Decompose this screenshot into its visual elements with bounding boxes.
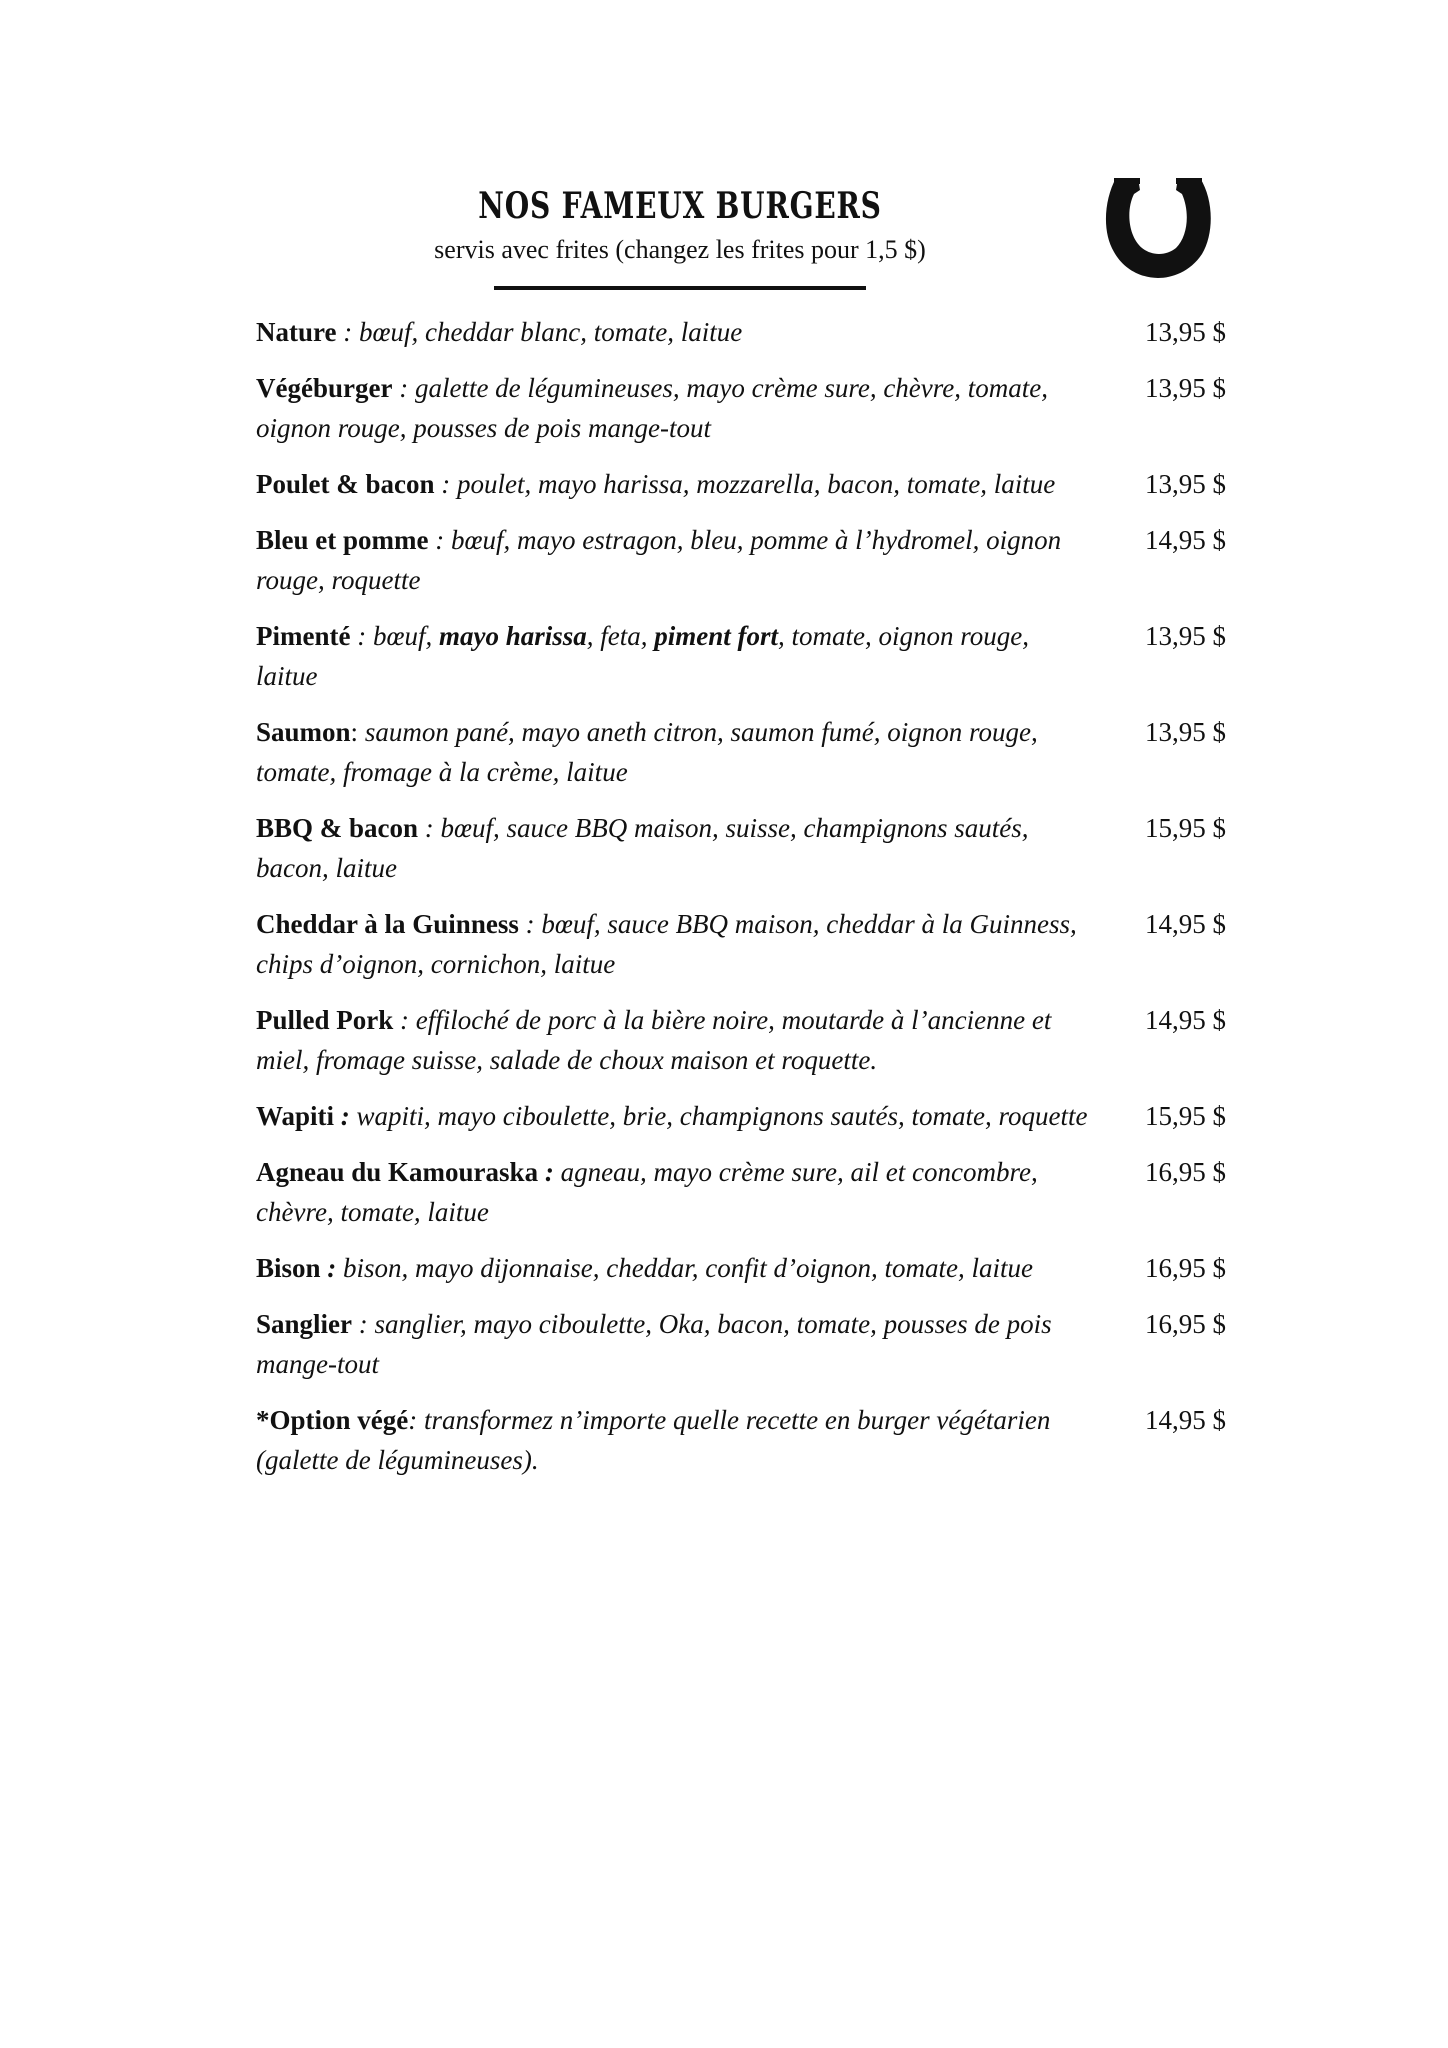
menu-item-name: Wapiti bbox=[256, 1101, 335, 1131]
menu-item bbox=[256, 1400, 1226, 1480]
menu-item-separator: : bbox=[434, 469, 457, 499]
highlighted-ingredient: mayo harissa bbox=[438, 621, 587, 651]
menu-item bbox=[256, 808, 1226, 888]
menu-item-description bbox=[256, 1096, 1096, 1136]
menu-item-separator: : bbox=[350, 621, 373, 651]
menu-item-ingredients: saumon pané, mayo aneth citron, saumon fumé, oignon rouge, tomate, fromage à la crème, laitue bbox=[256, 717, 1038, 787]
menu-item-description bbox=[256, 368, 1096, 448]
menu-item-name: BBQ & bacon bbox=[256, 813, 419, 843]
title-divider bbox=[494, 286, 866, 290]
menu-item bbox=[256, 1248, 1226, 1288]
ingredient-text: , tomate, oignon rouge, laitue bbox=[256, 621, 1030, 691]
menu-item-ingredients: bœuf, mayo estragon, bleu, pomme à l’hydromel, oignon rouge, roquette bbox=[256, 525, 1062, 595]
menu-item-description bbox=[256, 1000, 1096, 1080]
menu-item-description bbox=[256, 520, 1096, 600]
burger-menu-list bbox=[256, 312, 1226, 1496]
page-subtitle: servis avec frites (changez les frites pour 1,5 $) bbox=[434, 235, 926, 264]
menu-item-ingredients: bœuf, cheddar blanc, tomate, laitue bbox=[359, 317, 743, 347]
menu-item-separator: : bbox=[518, 909, 542, 939]
menu-item-description bbox=[256, 464, 1096, 504]
menu-item-separator: : bbox=[352, 1309, 375, 1339]
menu-item-ingredients: effiloché de porc à la bière noire, moutarde à l’ancienne et miel, fromage suisse, salade de choux maison et roquette. bbox=[256, 1005, 1052, 1075]
menu-item-price: 16,95 $ bbox=[1145, 1157, 1226, 1187]
menu-item bbox=[256, 1000, 1226, 1080]
menu-item-name: Bleu et pomme bbox=[256, 525, 429, 555]
menu-item-description bbox=[256, 1400, 1096, 1480]
menu-item-description bbox=[256, 1248, 1096, 1288]
ingredient-text: bœuf, bbox=[372, 621, 439, 651]
menu-item-ingredients: bison, mayo dijonnaise, cheddar, confit d’oignon, tomate, laitue bbox=[343, 1253, 1033, 1283]
horseshoe-icon bbox=[1102, 170, 1214, 280]
menu-item-ingredients: galette de légumineuses, mayo crème sure, chèvre, tomate, oignon rouge, pousses de pois mange-tout bbox=[256, 373, 1048, 443]
menu-item-separator: : bbox=[393, 1005, 416, 1035]
menu-item bbox=[256, 1096, 1226, 1136]
menu-item-name: Agneau du Kamouraska bbox=[256, 1157, 539, 1187]
menu-item bbox=[256, 464, 1226, 504]
menu-item-name: Saumon bbox=[256, 717, 351, 747]
menu-item bbox=[256, 712, 1226, 792]
menu-item bbox=[256, 312, 1226, 352]
menu-item-price: 14,95 $ bbox=[1145, 1005, 1226, 1035]
page-title: NOS FAMEUX BURGERS bbox=[478, 185, 882, 227]
menu-item-name: Bison bbox=[256, 1253, 321, 1283]
menu-item-name: Nature bbox=[256, 317, 337, 347]
menu-item-price: 13,95 $ bbox=[1145, 317, 1226, 347]
menu-item-price: 13,95 $ bbox=[1145, 621, 1226, 651]
menu-item-separator: : bbox=[336, 317, 359, 347]
menu-item-separator: : bbox=[392, 373, 415, 403]
menu-item bbox=[256, 368, 1226, 448]
menu-item-description bbox=[256, 712, 1096, 792]
menu-item-name: *Option végé bbox=[256, 1405, 409, 1435]
menu-item-ingredients: poulet, mayo harissa, mozzarella, bacon, tomate, laitue bbox=[457, 469, 1056, 499]
menu-item bbox=[256, 904, 1226, 984]
menu-item bbox=[256, 1304, 1226, 1384]
menu-item-price: 15,95 $ bbox=[1145, 813, 1226, 843]
menu-item-ingredients: bœuf, sauce BBQ maison, cheddar à la Guinness, chips d’oignon, cornichon, laitue bbox=[256, 909, 1077, 979]
menu-item-description bbox=[256, 904, 1096, 984]
highlighted-ingredient: piment fort bbox=[654, 621, 779, 651]
menu-item-name: Cheddar à la Guinness bbox=[256, 909, 519, 939]
menu-item-price: 16,95 $ bbox=[1145, 1253, 1226, 1283]
menu-item-separator: : bbox=[418, 813, 441, 843]
menu-item-name: Pulled Pork bbox=[256, 1005, 394, 1035]
menu-item-price: 16,95 $ bbox=[1145, 1309, 1226, 1339]
menu-item-ingredients: bœuf, sauce BBQ maison, suisse, champignons sautés, bacon, laitue bbox=[256, 813, 1029, 883]
menu-item-price: 13,95 $ bbox=[1145, 469, 1226, 499]
menu-item-separator: : bbox=[428, 525, 451, 555]
menu-item-price: 14,95 $ bbox=[1145, 1405, 1226, 1435]
menu-item-ingredients: transformez n’importe quelle recette en burger végétarien (galette de légumineuses). bbox=[256, 1405, 1051, 1475]
menu-item-description bbox=[256, 312, 1096, 352]
menu-item-price: 13,95 $ bbox=[1145, 717, 1226, 747]
menu-item-name: Poulet & bacon bbox=[256, 469, 435, 499]
menu-item-ingredients: agneau, mayo crème sure, ail et concombre, chèvre, tomate, laitue bbox=[256, 1157, 1038, 1227]
menu-item-ingredients: sanglier, mayo ciboulette, Oka, bacon, tomate, pousses de pois mange-tout bbox=[256, 1309, 1052, 1379]
menu-item-description bbox=[256, 616, 1096, 696]
menu-item-price: 15,95 $ bbox=[1145, 1101, 1226, 1131]
menu-item-separator: : bbox=[408, 1405, 424, 1435]
menu-item bbox=[256, 1152, 1226, 1232]
menu-item-separator: : bbox=[350, 717, 365, 747]
menu-item-name: Végéburger bbox=[256, 373, 393, 403]
menu-item-price: 14,95 $ bbox=[1145, 909, 1226, 939]
menu-item-separator: : bbox=[538, 1157, 561, 1187]
menu-item-separator: : bbox=[320, 1253, 344, 1283]
menu-item-ingredients: wapiti, mayo ciboulette, brie, champignons sautés, tomate, roquette bbox=[356, 1101, 1088, 1131]
menu-item-description bbox=[256, 1152, 1096, 1232]
menu-item-name: Sanglier bbox=[256, 1309, 353, 1339]
ingredient-text: , feta, bbox=[586, 621, 655, 651]
menu-item-price: 13,95 $ bbox=[1145, 373, 1226, 403]
menu-header bbox=[360, 186, 1000, 290]
menu-item-description bbox=[256, 808, 1096, 888]
menu-item-name: Pimenté bbox=[256, 621, 351, 651]
menu-item-separator: : bbox=[334, 1101, 357, 1131]
menu-item bbox=[256, 616, 1226, 696]
menu-item-price: 14,95 $ bbox=[1145, 525, 1226, 555]
menu-item bbox=[256, 520, 1226, 600]
menu-item-description bbox=[256, 1304, 1096, 1384]
